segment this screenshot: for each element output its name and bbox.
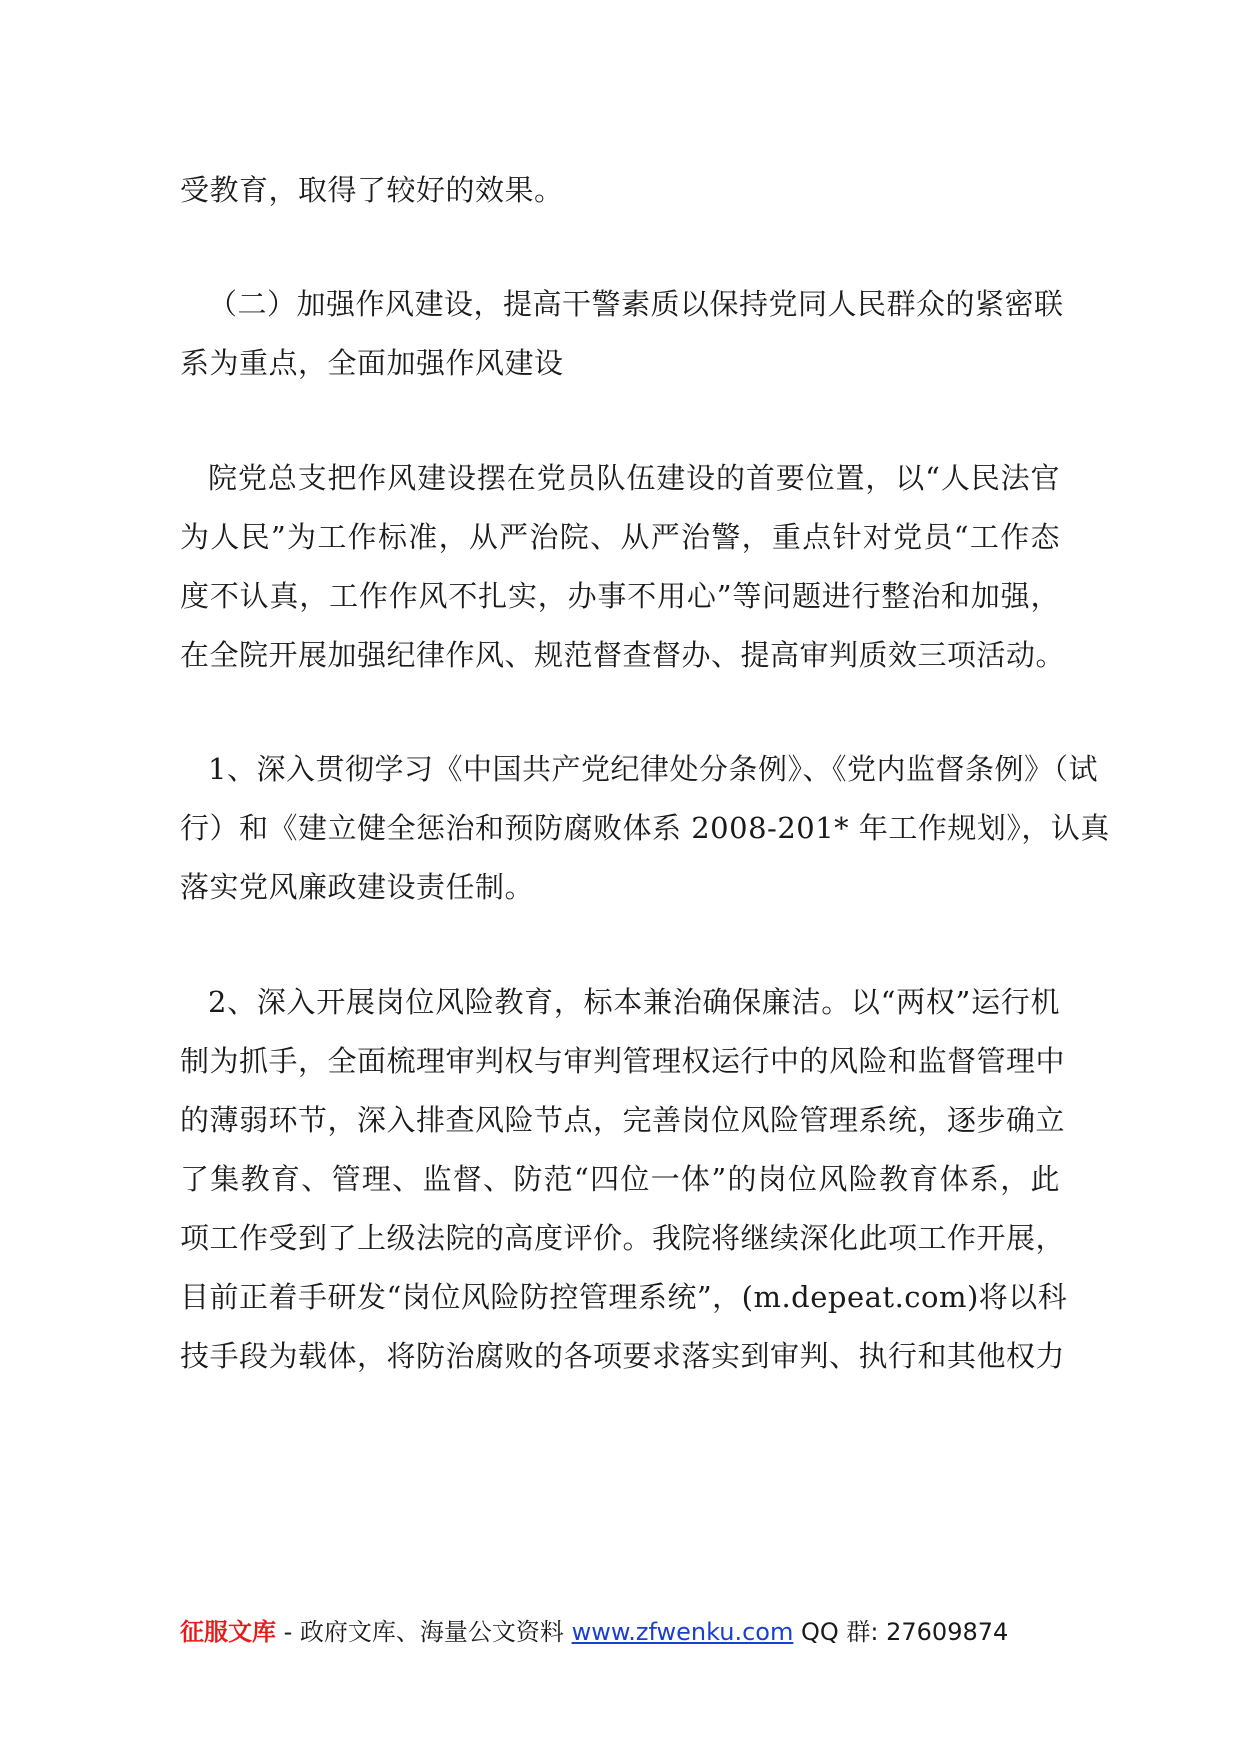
text-line: 受教育，取得了较好的效果。 bbox=[180, 173, 564, 207]
text-line: 为人民”为工作标准，从严治院、从严治警，重点针对党员“工作态 bbox=[180, 520, 1060, 554]
footer-qq-group: QQ 群: 27609874 bbox=[793, 1618, 1009, 1646]
footer-website-link[interactable]: www.zfwenku.com bbox=[571, 1618, 794, 1646]
text-line: 技手段为载体，将防治腐败的各项要求落实到审判、执行和其他权力 bbox=[180, 1339, 1066, 1373]
text-line: 目前正着手研发“岗位风险防控管理系统”，(m.depeat.com)将以科 bbox=[180, 1280, 1068, 1314]
footer-separator: - bbox=[276, 1618, 300, 1646]
text-line: 制为抓手，全面梳理审判权与审判管理权运行中的风险和监督管理中 bbox=[180, 1044, 1066, 1078]
footer-description: 政府文库、海量公文资料 bbox=[299, 1618, 572, 1646]
text-line: 行）和《建立健全惩治和预防腐败体系 2008-201* 年工作规划》，认真 bbox=[180, 811, 1110, 845]
section-heading-line: 系为重点，全面加强作风建设 bbox=[180, 346, 564, 380]
text-line: 了集教育、管理、监督、防范“四位一体”的岗位风险教育体系，此 bbox=[180, 1162, 1060, 1196]
text-line: 项工作受到了上级法院的高度评价。我院将继续深化此项工作开展， bbox=[180, 1221, 1066, 1255]
text-line: 度不认真，工作作风不扎实，办事不用心”等问题进行整治和加强， bbox=[180, 579, 1060, 613]
page-footer bbox=[180, 1610, 1080, 1654]
text-line: 1、深入贯彻学习《中国共产党纪律处分条例》、《党内监督条例》（试 bbox=[208, 752, 1098, 786]
text-line: 2、深入开展岗位风险教育，标本兼治确保廉洁。以“两权”运行机 bbox=[208, 985, 1060, 1019]
text-line: 落实党风廉政建设责任制。 bbox=[180, 870, 535, 904]
section-heading-line: （二）加强作风建设，提高干警素质以保持党同人民群众的紧密联 bbox=[208, 287, 1064, 321]
footer-brand: 征服文库 bbox=[180, 1618, 276, 1646]
text-line: 院党总支把作风建设摆在党员队伍建设的首要位置，以“人民法官 bbox=[208, 461, 1060, 495]
text-line: 的薄弱环节，深入排查风险节点，完善岗位风险管理系统，逐步确立 bbox=[180, 1103, 1066, 1137]
text-line: 在全院开展加强纪律作风、规范督查督办、提高审判质效三项活动。 bbox=[180, 638, 1066, 672]
